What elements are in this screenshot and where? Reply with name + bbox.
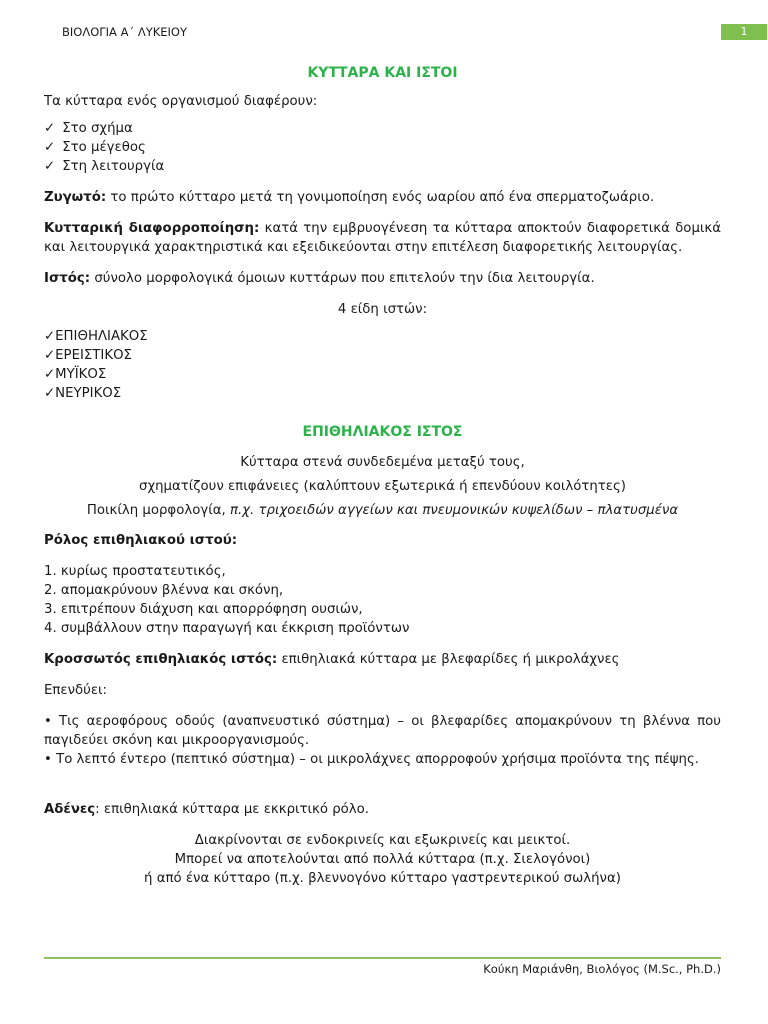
intro-text: Τα κύτταρα ενός οργανισμού διαφέρουν:	[44, 94, 318, 109]
check-icon: ✓	[44, 140, 56, 155]
epithelial-line-3: Ποικίλη μορφολογία, π.χ. τριχοειδών αγγείων και πνευμονικών κυψελίδων – πλατυσμένα	[86, 503, 679, 518]
lines-label: Επενδύει:	[44, 683, 108, 698]
section-title-epithelial: ΕΠΙΘΗΛΙΑΚΟΣ ΙΣΤΟΣ	[302, 424, 463, 440]
check-icon: ✓	[44, 329, 56, 344]
zygote-definition: Ζυγωτό: το πρώτο κύτταρο μετά τη γονιμοποίηση ενός ωαρίου από ένα σπερματοζωάριο.	[44, 190, 655, 205]
differentiation-definition: Κυτταρική διαφορροποίηση: κατά την εμβρυογένεση τα κύτταρα αποκτούν διαφορετικά δομικά και λειτουργικά χαρακτηριστικά και εξειδικεύονται στην επιτέλεση διαφορετικής λειτουργίας.	[44, 221, 722, 255]
lines-list	[44, 712, 721, 769]
footer-divider	[44, 957, 721, 959]
list-item: 2. απομακρύνουν βλέννα και σκόνη,	[44, 583, 284, 598]
zygote-term: Ζυγωτό:	[44, 190, 107, 205]
list-item: 1. κυρίως προστατευτικός,	[44, 564, 226, 579]
bullet-icon: •	[44, 714, 52, 729]
differences-list	[44, 119, 721, 176]
glands-line-2: Μπορεί να αποτελούνται από πολλά κύτταρα (π.χ. Σιελογόνοι)	[174, 852, 591, 867]
check-icon: ✓	[44, 348, 56, 363]
check-icon: ✓	[44, 367, 56, 382]
tissue-definition: Ιστός: σύνολο μορφολογικά όμοιων κυττάρων που επιτελούν την ίδια λειτουργία.	[44, 271, 595, 286]
ciliated-definition: Κροσσωτός επιθηλιακός ιστός: επιθηλιακά κύτταρα με βλεφαρίδες ή μικρολάχνες	[44, 652, 620, 667]
section-title-cells-tissues: ΚΥΤΤΑΡΑ ΚΑΙ ΙΣΤΟΙ	[307, 65, 458, 81]
roles-list	[44, 562, 721, 638]
list-item: ✓ΕΡΕΙΣΤΙΚΟΣ	[44, 348, 132, 363]
glands-line-3: ή από ένα κύτταρο (π.χ. βλεννογόνο κύτταρο γαστρεντερικού σωλήνα)	[144, 871, 621, 886]
bullet-icon: •	[44, 752, 52, 767]
list-item: 4. συμβάλλουν στην παραγωγή και έκκριση προϊόντων	[44, 621, 410, 636]
list-item: ✓ΕΠΙΘΗΛΙΑΚΟΣ	[44, 329, 148, 344]
footer-author: Κούκη Μαριάνθη, Βιολόγος (M.Sc., Ph.D.)	[483, 962, 721, 976]
list-item: • Τις αεροφόρους οδούς (αναπνευστικό σύστημα) – οι βλεφαρίδες απομακρύνουν τη βλέννα που παγιδεύει σκόνη και μικροοργανισμούς.	[44, 714, 722, 748]
list-item: ✓ΝΕΥΡΙΚΟΣ	[44, 386, 122, 401]
role-heading: Ρόλος επιθηλιακού ιστού:	[44, 533, 238, 548]
tissue-types-heading: 4 είδη ιστών:	[337, 302, 428, 317]
list-item: ✓ΜΥΪΚΟΣ	[44, 367, 107, 382]
page-number-badge: 1	[721, 24, 767, 40]
ciliated-term: Κροσσωτός επιθηλιακός ιστός:	[44, 652, 278, 667]
differentiation-term: Κυτταρική διαφορροποίηση:	[44, 221, 260, 236]
list-item: 3. επιτρέπουν διάχυση και απορρόφηση ουσιών,	[44, 602, 363, 617]
glands-definition: Αδένες: επιθηλιακά κύτταρα με εκκριτικό ρόλο.	[44, 802, 370, 817]
list-item: • Το λεπτό έντερο (πεπτικό σύστημα) – οι μικρολάχνες απορροφούν χρήσιμα προϊόντα της πέψης.	[44, 752, 700, 767]
check-icon: ✓	[44, 159, 56, 174]
epithelial-line-2: σχηματίζουν επιφάνειες (καλύπτουν εξωτερικά ή επενδύουν κοιλότητες)	[139, 479, 626, 494]
glands-term: Αδένες	[44, 802, 96, 817]
document-body	[44, 64, 721, 888]
tissue-types-list	[44, 327, 164, 403]
list-item: ✓ Στο μέγεθος	[44, 140, 146, 155]
glands-line-1: Διακρίνονται σε ενδοκρινείς και εξωκρινείς και μεικτοί.	[194, 833, 571, 848]
header-title: ΒΙΟΛΟΓΙΑ Α΄ ΛΥΚΕΙΟΥ	[62, 25, 188, 39]
check-icon: ✓	[44, 386, 56, 401]
tissue-term: Ιστός:	[44, 271, 91, 286]
check-icon: ✓	[44, 121, 56, 136]
epithelial-line-1: Κύτταρα στενά συνδεδεμένα μεταξύ τους,	[240, 455, 525, 470]
list-item: ✓ Στη λειτουργία	[44, 159, 165, 174]
list-item: ✓ Στο σχήμα	[44, 121, 133, 136]
